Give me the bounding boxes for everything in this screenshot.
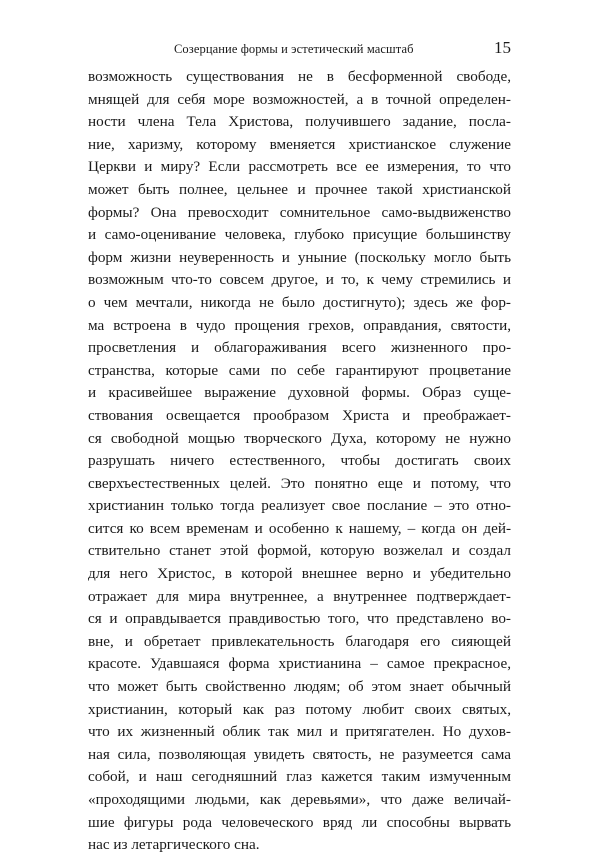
text-line: христианин только тогда реализует свое послание – это отно- xyxy=(88,497,511,515)
text-line: красоте. Удавшаяся форма христианина – самое прекрасное, xyxy=(88,655,511,673)
text-line: христианин, который как раз потому любит своих святых, xyxy=(88,700,511,718)
text-line: ная сила, позволяющая увидеть святость, не разумеется сама xyxy=(88,745,511,763)
text-line: ся свободной мощью творческого Духа, которому не нужно xyxy=(88,429,511,447)
text-line: «проходящими людьми, как деревьями», что даже величай- xyxy=(88,791,511,808)
text-line: сится ко всем временам и особенно к нашему, – когда он дей- xyxy=(88,519,511,537)
body-text xyxy=(88,66,511,857)
text-line: и само-оценивание человека, глубоко присущие большинству xyxy=(88,226,511,244)
text-line: ние, харизму, которому вменяется христианское служение xyxy=(88,135,511,153)
text-line: разрушать ничего естественного, чтобы достигать своих xyxy=(88,452,511,470)
text-line: мнящей для себя море возможностей, а в точной определен- xyxy=(88,90,511,108)
text-line: для него Христос, в которой внешнее верно и убедительно xyxy=(88,565,511,583)
text-line: ся и оправдывается правдивостью того, что представлено во- xyxy=(88,610,511,628)
text-line: возможность существования не в бесформенной свободе, xyxy=(88,68,511,85)
running-header xyxy=(88,38,511,62)
text-line: ма встроена в чудо прощения грехов, оправдания, святости, xyxy=(88,316,511,334)
text-line: сверхъестественных целей. Это понятно еще и потому, что xyxy=(88,474,511,492)
text-line: формы? Она превосходит сомнительное само-выдвиженство xyxy=(88,203,511,221)
text-line: о чем мечтали, никогда не было достигнуто); здесь же фор- xyxy=(88,293,511,311)
text-line: и красивейшее выражение духовной формы. Образ суще- xyxy=(88,384,511,402)
text-line: ствительно станет этой формой, которую возжелал и создал xyxy=(88,542,511,560)
text-line: вне, и обретает привлекательность благодаря его сияющей xyxy=(88,632,511,650)
text-line: может быть полнее, цельнее и прочнее такой христианской xyxy=(88,180,511,198)
text-line: Церкви и миру? Если рассмотреть все ее измерения, то что xyxy=(88,158,511,176)
text-line: просветления и облагораживания всего жизненного про- xyxy=(88,339,511,357)
text-line: форм жизни неуверенность и уныние (поскольку могло быть xyxy=(88,248,511,266)
running-header-title: Созерцание формы и эстетический масштаб xyxy=(174,42,414,56)
text-line: ности члена Тела Христова, получившего задание, посла- xyxy=(88,113,511,131)
text-line: шие фигуры рода человеческого вряд ли способны вырвать xyxy=(88,813,511,831)
text-line: что может быть свойственно людям; об этом знает обычный xyxy=(88,678,511,696)
text-line: ствования освещается прообразом Христа и преображает- xyxy=(88,406,511,424)
text-line: странства, которые сами по себе гарантируют процветание xyxy=(88,361,511,379)
text-line: что их жизненный облик так мил и притягателен. Но духов- xyxy=(88,723,511,741)
text-line-last: нас из летаргического сна. xyxy=(88,836,260,854)
text-line: собой, и наш сегодняшний глаз кажется таким измученным xyxy=(88,768,511,786)
text-line: отражает для мира внутреннее, а внутреннее подтверждает- xyxy=(88,587,511,605)
text-line: возможным что-то совсем другое, и то, к чему стремились и xyxy=(88,271,511,289)
page-number: 15 xyxy=(494,38,511,57)
